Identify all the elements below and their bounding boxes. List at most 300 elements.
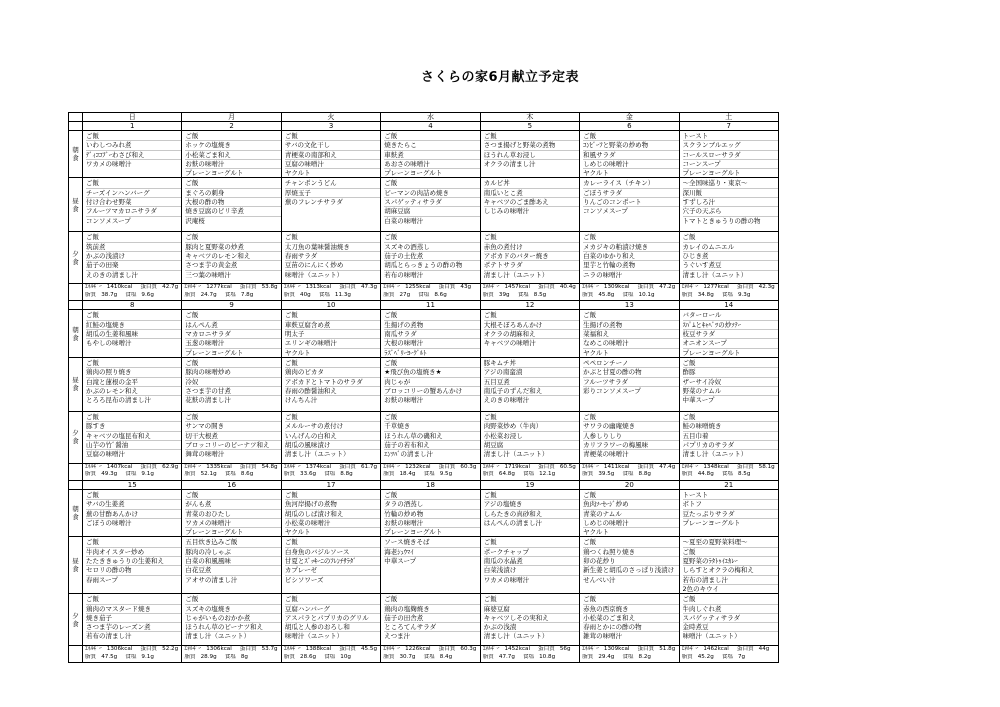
meal-label-char: 朝 [72, 325, 79, 334]
menu-item: ブロッコリーの蟹あんかけ [384, 387, 479, 396]
menu-item: しらたきの真砂和え [484, 510, 579, 519]
nutrition-line [383, 292, 479, 300]
nutrient-name: 蛋白質 [736, 463, 754, 470]
nutrient-name: 脂質 [582, 291, 594, 298]
menu-item: しらすとオクラの梅和え [683, 566, 778, 575]
nutrient-value: 40g [300, 291, 311, 298]
menu-item: 味噌汁（ユニット） [284, 270, 344, 279]
menu-item: 彩りコンソメスープ [583, 386, 641, 395]
menu-item: ポークチャップ [484, 548, 579, 557]
menu-item: 鶏肉の塩麹焼き [384, 605, 479, 614]
menu-item: 春雨とかにの酢の物 [583, 623, 678, 632]
menu-item: 青梗菜の味噌汁 [583, 450, 629, 459]
menu-item: 舞茸の味噌汁 [185, 450, 225, 459]
date-cell: 5 [480, 122, 579, 131]
menu-item: ご飯 [185, 595, 280, 604]
menu-item: 若布の清まし汁 [86, 632, 132, 641]
nutrition-line [383, 471, 479, 479]
menu-item: ヤクルト [284, 528, 311, 537]
menu-item: お麩の味噌汁 [384, 519, 479, 528]
date-cell: 17 [281, 480, 380, 489]
menu-item: 肉じゃが [384, 378, 479, 387]
nutrient-name: 脂質 [681, 471, 693, 478]
menu-item: ご飯 [484, 311, 579, 320]
nutrient-value: 45.8g [598, 291, 615, 298]
dinner-cell [480, 411, 579, 463]
menu-item: ｴﾝﾂﾊﾞの清まし汁 [384, 450, 434, 459]
nutrition-cell [381, 646, 480, 663]
menu-item: 味噌汁（ユニット） [682, 632, 741, 641]
menu-item: 沢庵桜 [185, 216, 205, 225]
nutrient-value: 1313kcal [305, 284, 332, 291]
meal-label-char: 食 [72, 333, 79, 342]
dinner-cell [381, 594, 480, 646]
menu-item: えのきの味噌汁 [483, 396, 530, 405]
nutrient-value: 1306kcal [206, 646, 232, 653]
nutrition-line [682, 464, 778, 472]
menu-item: がんも煮 [185, 500, 280, 509]
menu-item: ご飯 [285, 359, 380, 368]
nutrient-name: ｴﾈﾙｷﾞｰ [482, 646, 500, 653]
breakfast-row [69, 489, 779, 536]
lunch-cell [580, 537, 679, 594]
menu-item: フルーツマカロニサラダ [86, 207, 181, 216]
nutrient-name: 脂質 [383, 471, 395, 478]
menu-item: オクラの清まし汁 [483, 159, 536, 168]
menu-item: 胡瓜と人参のおろし和 [285, 623, 380, 632]
date-cell: 6 [580, 122, 679, 131]
date-cell: 2 [182, 122, 281, 131]
menu-item: トマトときゅうりの酢の物 [682, 216, 761, 225]
menu-item: フルーツサラダ [583, 378, 678, 387]
nutrition-line [284, 284, 380, 292]
nutrient-value: 30.7g [399, 653, 416, 660]
meal-label-char: 食 [72, 257, 79, 266]
menu-item: ワカメの味噌汁 [185, 519, 280, 528]
nutrient-value: 7.8g [240, 291, 254, 298]
nutrition-line [483, 654, 579, 662]
nutrition-line [682, 284, 778, 292]
nutrient-value: 8.5g [737, 471, 751, 478]
nutrient-value: 7g [737, 653, 746, 660]
nutrient-name: 脂質 [582, 471, 594, 478]
nutrient-name: ｴﾈﾙｷﾞｰ [383, 463, 401, 470]
menu-item: 南瓜の水晶煮 [484, 557, 579, 566]
menu-item: セロリの酢の物 [86, 566, 181, 575]
menu-item: 車麩煮 [384, 151, 479, 160]
nutrient-value: 27g [399, 291, 411, 298]
menu-item: コンソメスープ [583, 207, 628, 216]
dinner-cell [381, 232, 480, 284]
nutrition-line [682, 646, 778, 654]
meal-label-char: 昼 [72, 196, 79, 205]
nutrient-value: 1457kcal [504, 284, 531, 291]
menu-item: 酢豚 [683, 368, 778, 377]
nutrient-value: 53.8g [261, 284, 278, 291]
nutrient-value: 29.4g [598, 653, 615, 660]
day-header: 水 [381, 113, 480, 122]
date-cell: 14 [679, 301, 778, 310]
nutrient-name: ｴﾈﾙｷﾞｰ [383, 284, 401, 291]
menu-item: ポテトサラダ [484, 261, 579, 270]
nutrient-value: 1407kcal [106, 463, 133, 470]
meal-label-char: 夕 [72, 429, 79, 438]
menu-item: ニラの味噌汁 [583, 270, 623, 279]
menu-item: キャベツしその実和え [484, 614, 579, 623]
menu-item: ご飯 [185, 491, 280, 500]
menu-item: スズキの塩焼き [185, 605, 280, 614]
nutrient-name: 食塩 [423, 471, 435, 478]
nutrition-line [582, 292, 678, 300]
nutrient-name: 食塩 [622, 291, 634, 298]
breakfast-cell [182, 131, 281, 178]
nutrient-name: ｴﾈﾙｷﾞｰ [283, 463, 301, 470]
menu-item: 清まし汁（ユニット） [185, 632, 251, 641]
menu-item: ご飯 [185, 413, 280, 422]
menu-item: けんちん汁 [284, 396, 318, 405]
nutrient-value: 9.5g [439, 471, 453, 478]
menu-item: 春雨スープ [86, 575, 118, 584]
menu-item: ご飯 [683, 413, 778, 422]
breakfast-cell [580, 310, 679, 357]
menu-item: 小松菜のごま和え [583, 614, 678, 623]
menu-item: ごぼうサラダ [583, 189, 678, 198]
date-cell: 21 [679, 480, 778, 489]
lunch-cell [679, 178, 778, 232]
menu-item: はんぺんの清まし汁 [483, 518, 543, 527]
nutrient-name: 蛋白質 [239, 463, 257, 470]
nutrient-value: 10.1g [638, 291, 655, 298]
nutrition-cell [381, 463, 480, 480]
nutrient-value: 8.6g [434, 291, 447, 298]
menu-item: ヤクルト [284, 169, 311, 178]
menu-item: プレーンヨーグルト [682, 348, 741, 357]
menu-item: カレーライス（チキン） [583, 179, 678, 188]
menu-item: ご飯 [583, 491, 678, 500]
menu-item: 大根そぼろあんかけ [484, 321, 579, 330]
nutrition-row [69, 284, 779, 301]
nutrition-line [284, 646, 380, 654]
nutrient-name: 脂質 [85, 291, 97, 298]
nutrient-name: 脂質 [184, 653, 196, 660]
nutrition-line [483, 464, 579, 472]
nutrient-name: 脂質 [582, 653, 594, 660]
nutrient-value: 8.4g [439, 653, 453, 660]
dinner-cell [580, 594, 679, 646]
meal-label-char: 夕 [72, 611, 79, 620]
menu-item: 豆腐ハンバーグ [285, 605, 380, 614]
menu-item: キャベツの塩昆布和え [86, 432, 181, 441]
menu-item: ご飯 [583, 311, 678, 320]
menu-item: ご飯 [683, 359, 778, 368]
menu-item: バターロール [683, 311, 778, 320]
menu-item: 竹輪の炒め物 [384, 510, 479, 519]
date-cell: 8 [83, 301, 182, 310]
menu-item: ヤクルト [583, 169, 609, 178]
breakfast-cell [480, 131, 579, 178]
menu-item: メカジキの粕漬け焼き [583, 243, 678, 252]
nutrient-name: 蛋白質 [239, 284, 257, 291]
nutrient-name: 食塩 [318, 291, 330, 298]
nutrient-name: 蛋白質 [736, 284, 754, 291]
menu-item: 春雨サラダ [285, 252, 380, 261]
nutrition-line [383, 654, 479, 662]
nutrient-name: ｴﾈﾙｷﾞｰ [184, 463, 202, 470]
menu-item: 千草焼き [384, 422, 479, 431]
menu-item: コンソメスープ [86, 216, 131, 225]
menu-item: 人参しりしり [583, 432, 678, 441]
nutrient-value: 33.6g [300, 471, 317, 478]
lunch-cell [281, 537, 380, 594]
date-cell: 20 [580, 480, 679, 489]
nutrition-line [184, 471, 280, 479]
menu-item: もやしの味噌汁 [86, 339, 132, 348]
nutrient-name: 蛋白質 [637, 463, 655, 470]
breakfast-label [69, 489, 83, 536]
menu-item: 鶏肉のマスタード焼き [86, 605, 181, 614]
day-header: 金 [580, 113, 679, 122]
menu-item: 新生姜と胡瓜のさっぱり浅漬け [583, 566, 678, 575]
menu-item: ご飯 [285, 413, 380, 422]
menu-item: 胡麻豆腐 [384, 207, 479, 216]
dinner-cell [281, 594, 380, 646]
nutrition-cell [580, 463, 679, 480]
nutrient-value: 1226kcal [405, 646, 431, 653]
nutrient-name: ｴﾈﾙｷﾞｰ [482, 284, 500, 291]
lunch-cell [83, 178, 182, 232]
menu-item: サンマの開き [185, 422, 280, 431]
menu-item: 焼き茄子 [86, 614, 181, 623]
menu-item: ほうれん草の磯和え [384, 432, 479, 441]
menu-item: 紅鮭の塩焼き [86, 321, 181, 330]
day-header: 火 [281, 113, 380, 122]
lunch-cell [580, 178, 679, 232]
menu-item: 大根の味噌汁 [384, 339, 479, 348]
menu-item: ご飯 [683, 595, 778, 604]
nutrition-cell [480, 646, 579, 663]
menu-item: さつま芋の黄金煮 [185, 261, 280, 270]
nutrient-value: 60.3g [460, 646, 477, 653]
nutrient-value: 47.7g [498, 653, 515, 660]
nutrition-line [483, 292, 579, 300]
nutrient-value: 1277kcal [206, 284, 232, 291]
nutrition-line [184, 292, 280, 300]
nutrient-name: ｴﾈﾙｷﾞｰ [184, 284, 202, 291]
meal-label-char: 食 [72, 154, 79, 163]
date-cell: 11 [381, 301, 480, 310]
menu-item: 南瓜子のずんだ和え [484, 387, 579, 396]
nutrient-name: ｴﾈﾙｷﾞｰ [582, 284, 599, 291]
dinner-cell [182, 232, 281, 284]
menu-item: 蕪の甘酢あんかけ [86, 510, 181, 519]
nutrient-name: 蛋白質 [538, 646, 555, 653]
nutrition-cell [480, 463, 579, 480]
breakfast-cell [182, 310, 281, 357]
nutrition-cell [381, 284, 480, 301]
nutrient-name: 脂質 [482, 471, 494, 478]
lunch-cell [281, 357, 380, 411]
menu-item: 明太子 [285, 330, 380, 339]
breakfast-cell [381, 310, 480, 357]
menu-item: 大根の酢の物 [185, 198, 280, 207]
menu-item: 菜福和え [583, 330, 678, 339]
menu-item: お麩の味噌汁 [384, 396, 424, 405]
nutrient-name: 脂質 [283, 653, 296, 660]
menu-item: ワカメの味噌汁 [86, 159, 132, 168]
menu-item: ヤクルト [583, 528, 609, 537]
nutrient-name: ｴﾈﾙｷﾞｰ [681, 646, 699, 653]
menu-item: アジの塩焼き [484, 500, 579, 509]
nutrient-value: 49.3g [101, 471, 118, 478]
nutrient-name: 蛋白質 [339, 284, 356, 291]
meal-label-char: 食 [72, 565, 79, 574]
breakfast-cell [580, 131, 679, 178]
meal-label-char: 夕 [72, 249, 79, 258]
menu-item: スパゲッティサラダ [384, 198, 479, 207]
nutrient-name: 脂質 [85, 471, 97, 478]
menu-item: ご飯 [384, 233, 479, 242]
menu-item: しじみの味噌汁 [483, 207, 530, 216]
date-row [69, 301, 779, 310]
menu-item: すずしろ汁 [683, 198, 778, 207]
menu-item: 春雨の酢醤油和え [285, 387, 380, 396]
menu-item: 鶏肉のピカタ [285, 368, 380, 377]
breakfast-cell [83, 131, 182, 178]
nutrient-value: 34.8g [697, 291, 714, 298]
lunch-cell [281, 178, 380, 232]
nutrient-value: 1410kcal [106, 284, 133, 291]
menu-item: 小松菜ごま和え [185, 151, 280, 160]
day-header: 土 [679, 113, 778, 122]
nutrient-name: 蛋白質 [339, 646, 356, 653]
nutrient-name: 脂質 [383, 653, 395, 660]
menu-item: 清まし汁（ユニット） [483, 270, 549, 279]
nutrition-row [69, 463, 779, 480]
nutrient-value: 1374kcal [305, 463, 332, 470]
nutrient-name: 食塩 [721, 471, 733, 478]
dinner-cell [381, 411, 480, 463]
menu-item: ご飯 [384, 491, 479, 500]
menu-item: 白花豆煮 [185, 566, 280, 575]
menu-item: プレーンヨーグルト [384, 528, 443, 537]
nutrient-value: 1348kcal [703, 463, 729, 470]
nutrient-value: 60.5g [559, 463, 576, 470]
menu-item: コーンスープ [683, 160, 778, 169]
menu-item: オクラの胡麻和え [484, 330, 579, 339]
nutrient-value: 62.9g [162, 463, 179, 470]
menu-item: 豚肉の味噌炒め [185, 368, 280, 377]
menu-item: カレイのムニエル [683, 243, 778, 252]
menu-item: チャンポンうどん [285, 179, 380, 188]
nutrient-name: 蛋白質 [538, 284, 555, 291]
menu-item: ご飯 [384, 413, 479, 422]
menu-item: 焼きたらこ [384, 141, 479, 150]
menu-item: スパゲッティサラダ [683, 614, 778, 623]
nutrient-name: 脂質 [482, 653, 494, 660]
lunch-cell [480, 178, 579, 232]
menu-item: りんごのコンポート [583, 198, 678, 207]
nutrient-value: 9.3g [737, 291, 751, 298]
menu-item: 豚すき [86, 422, 181, 431]
breakfast-label [69, 310, 83, 357]
nutrient-value: 1277kcal [703, 284, 729, 291]
dinner-cell [83, 594, 182, 646]
menu-item: ソース焼きそば [384, 538, 479, 547]
menu-item: えつま汁 [384, 632, 411, 641]
nutrient-name: ｴﾈﾙｷﾞｰ [283, 284, 301, 291]
menu-item: 赤魚の煮付け [484, 243, 579, 252]
date-cell: 19 [480, 480, 579, 489]
nutrient-value: 38.7g [101, 291, 118, 298]
page-title: さくらの家6月献立予定表 [420, 70, 580, 85]
menu-item: 赤魚の西京焼き [583, 605, 678, 614]
nutrient-name: 食塩 [517, 291, 529, 298]
nutrient-name: ｴﾈﾙｷﾞｰ [283, 646, 301, 653]
menu-item: さつま芋のレーズン煮 [86, 623, 181, 632]
menu-item: アジの南蛮漬 [484, 368, 579, 377]
date-cell: 7 [679, 122, 778, 131]
nutrition-line [184, 464, 280, 472]
menu-item: 筑前煮 [86, 243, 181, 252]
nutrient-name: 蛋白質 [239, 646, 257, 653]
menu-item: ご飯 [86, 311, 181, 320]
nutrient-value: 39g [498, 291, 510, 298]
nutrient-name: 脂質 [184, 291, 196, 298]
nutrition-line [284, 654, 380, 662]
breakfast-row [69, 131, 779, 178]
menu-item: ご飯 [484, 413, 579, 422]
menu-item: 麻婆豆腐 [484, 605, 579, 614]
lunch-cell [83, 357, 182, 411]
dinner-label [69, 594, 83, 646]
nutrient-name: ｴﾈﾙｷﾞｰ [681, 284, 699, 291]
menu-item: ★飛び魚の塩焼き★ [384, 368, 479, 377]
nutrition-line [184, 654, 280, 662]
menu-item: ご飯 [86, 132, 181, 141]
nutrition-line [682, 292, 778, 300]
menu-item: パプリカのサラダ [683, 441, 778, 450]
menu-item: ヤクルト [284, 348, 311, 357]
menu-item: ご飯 [583, 538, 678, 547]
lunch-label [69, 537, 83, 594]
menu-item: プレーンヨーグルト [384, 169, 443, 178]
menu-item: うぐいす煮豆 [683, 261, 778, 270]
meal-label-char: 昼 [72, 376, 79, 385]
menu-item: はんぺん煮 [185, 321, 280, 330]
menu-item: ほうれん草のピーナツ和え [185, 623, 280, 632]
breakfast-cell [679, 489, 778, 536]
menu-item: 冷奴 [185, 378, 280, 387]
nutrition-line [582, 284, 678, 292]
nutrient-name: 蛋白質 [140, 646, 158, 653]
menu-item: ご飯 [185, 179, 280, 188]
nutrient-name: 蛋白質 [736, 646, 754, 653]
menu-item: キャベツのごま酢あえ [484, 198, 579, 207]
nutrient-value: 45.5g [360, 646, 377, 653]
nutrition-line [284, 464, 380, 472]
lunch-row [69, 178, 779, 232]
nutrition-cell [580, 646, 679, 663]
menu-item: ｺﾝﾋﾞｰﾌと野菜の炒め物 [583, 141, 678, 150]
nutrient-value: 10.8g [539, 653, 556, 660]
day-header: 日 [83, 113, 182, 122]
menu-item: ご飯 [683, 233, 778, 242]
nutrient-value: 1452kcal [504, 646, 531, 653]
breakfast-cell [480, 310, 579, 357]
menu-item: 豆腐の味噌汁 [86, 450, 125, 459]
nutrient-value: 44g [758, 646, 770, 653]
breakfast-cell [679, 310, 778, 357]
